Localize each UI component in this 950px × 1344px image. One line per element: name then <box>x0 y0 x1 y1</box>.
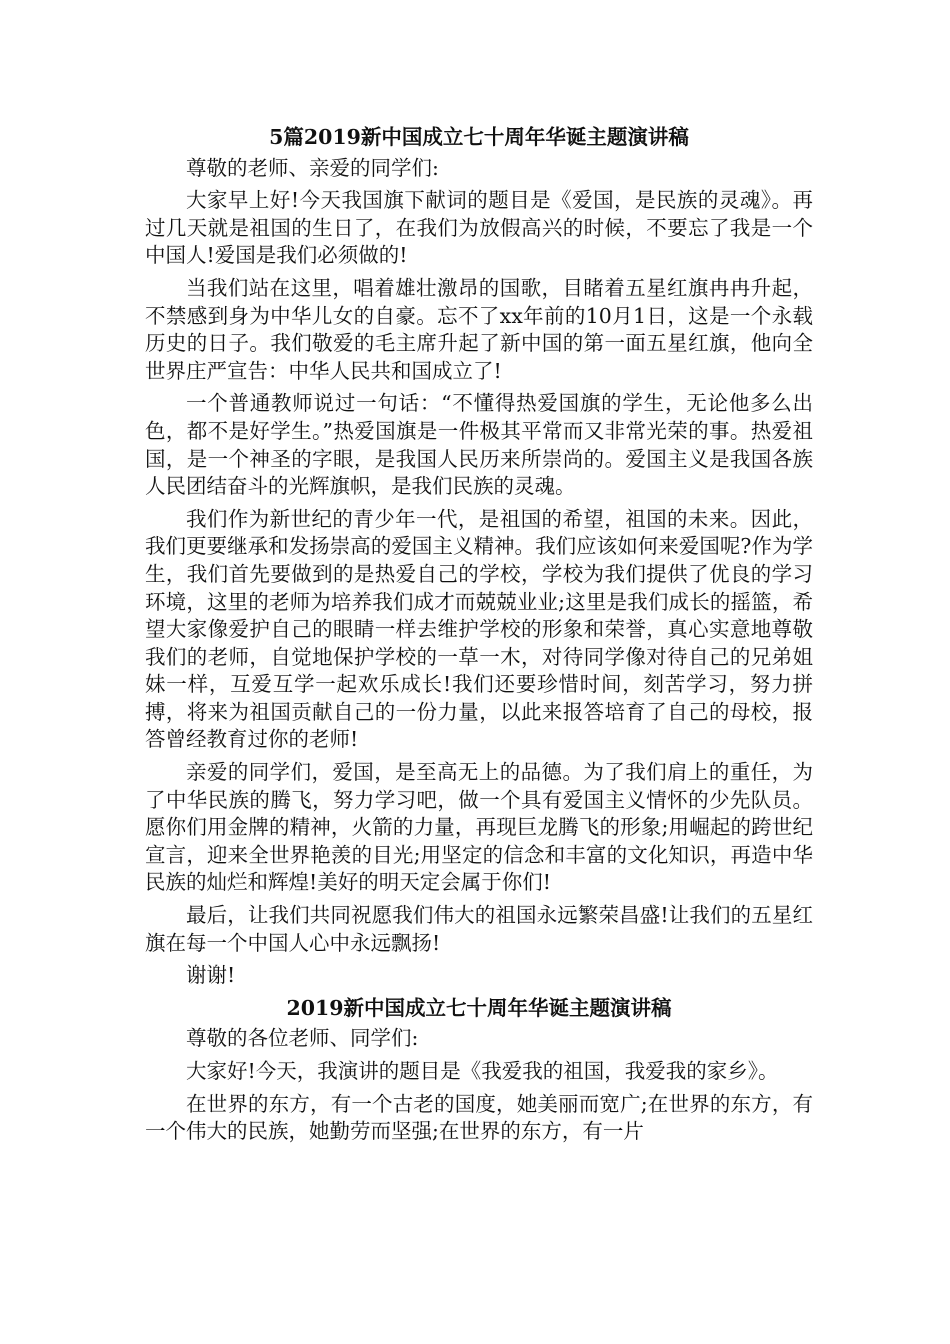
paragraph: 我们作为新世纪的青少年一代，是祖国的希望，祖国的未来。因此，我们更要继承和发扬崇高的爱国主义精神。我们应该如何来爱国呢?作为学生，我们首先要做到的是热爱自己的学校，学校为我们提供了优良的学习环境，这里的老师为培养我们成才而兢兢业业;这里是我们成长的摇篮，希望大家像爱护自己的眼睛一样去维护学校的形象和荣誉，真心实意地尊敬我们的老师，自觉地保护学校的一草一木，对待同学像对待自己的兄弟姐妹一样，互爱互学一起欢乐成长!我们还要珍惜时间，刻苦学习，努力拼搏，将来为祖国贡献自己的一份力量，以此来报答培育了自己的母校，报答曾经教育过你的老师! <box>145 506 813 752</box>
document-title: 5篇2019新中国成立七十周年华诞主题演讲稿 <box>269 125 689 149</box>
paragraph: 大家好!今天，我演讲的题目是《我爱我的祖国，我爱我的家乡》。 <box>186 1059 779 1083</box>
paragraph: 大家早上好!今天我国旗下献词的题目是《爱国，是民族的灵魂》。再过几天就是祖国的生日了，在我们为放假高兴的时候，不要忘了我是一个中国人!爱国是我们必须做的! <box>145 188 813 268</box>
salutation: 尊敬的各位老师、同学们: <box>186 1026 419 1051</box>
paragraph: 一个普通教师说过一句话：“不懂得热爱国旗的学生，无论他多么出色，都不是好学生。”热爱国旗是一件极其平常而又非常光荣的事。热爱祖国，是一个神圣的字眼，是我国人民历来所崇尚的。爱国主义是我国各族人民团结奋斗的光辉旗帜，是我们民族的灵魂。 <box>145 391 813 499</box>
paragraph: 亲爱的同学们，爱国，是至高无上的品德。为了我们肩上的重任，为了中华民族的腾飞，努力学习吧，做一个具有爱国主义情怀的少先队员。愿你们用金牌的精神，火箭的力量，再现巨龙腾飞的形象;用崛起的跨世纪宣言，迎来全世界艳羡的目光;用坚定的信念和丰富的文化知识，再造中华民族的灿烂和辉煌!美好的明天定会属于你们! <box>145 760 813 895</box>
paragraph: 当我们站在这里，唱着雄壮激昂的国歌，目睹着五星红旗冉冉升起，不禁感到身为中华儿女的自豪。忘不了xx年前的10月1日，这是一个永载历史的日子。我们敬爱的毛主席升起了新中国的第一面五星红旗，他向全世界庄严宣告：中华人民共和国成立了! <box>145 275 813 383</box>
paragraph: 最后，让我们共同祝愿我们伟大的祖国永远繁荣昌盛!让我们的五星红旗在每一个中国人心中永远飘扬! <box>145 903 813 955</box>
document-page <box>145 124 813 1151</box>
section-title: 2019新中国成立七十周年华诞主题演讲稿 <box>286 995 672 1020</box>
closing: 谢谢! <box>186 963 236 988</box>
salutation: 尊敬的老师、亲爱的同学们: <box>186 155 439 180</box>
paragraph: 在世界的东方，有一个古老的国度，她美丽而宽广;在世界的东方，有一个伟大的民族，她勤劳而坚强;在世界的东方，有一片 <box>145 1091 813 1144</box>
